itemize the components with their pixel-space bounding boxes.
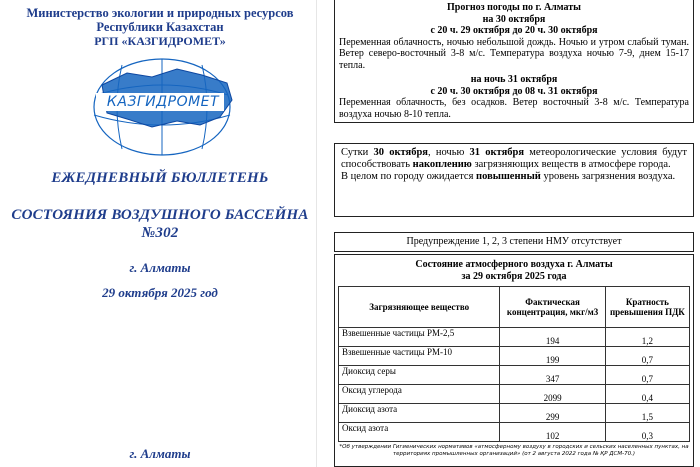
- pollutant-concentration: 299: [500, 404, 605, 423]
- forecast-box: [334, 0, 694, 123]
- air-state-title1: Состояние атмосферного воздуха г. Алматы: [415, 259, 613, 270]
- forecast-day-text: Переменная облачность, ночью небольшой дождь. Ночью и утром слабый туман. Ветер северо-восточный 3-8 м/с. Температура воздуха ночью 7-9, днем 15-17 тепла.: [339, 36, 689, 71]
- pollutant-concentration: 199: [500, 347, 605, 366]
- warning-box: Предупреждение 1, 2, 3 степени НМУ отсутствует: [334, 232, 694, 252]
- conditions-paragraph2: [341, 171, 687, 183]
- conditions-level: повышенный: [476, 171, 541, 182]
- forecast-day-label: на 30 октября: [482, 13, 546, 25]
- ministry-line2: Республики Казахстан: [96, 20, 224, 34]
- logo-text: КАЗГИДРОМЕТ: [106, 94, 220, 110]
- pollutant-ratio: 0,7: [605, 347, 689, 366]
- pollutant-ratio: 1,5: [605, 404, 689, 423]
- conditions-text: загрязняющих веществ в атмосфере города.: [471, 159, 671, 170]
- bulletin-date: 29 октября 2025 год: [102, 285, 218, 300]
- table-row: [339, 328, 690, 347]
- page-divider: [316, 0, 317, 467]
- pollutant-concentration: 102: [500, 423, 605, 442]
- table-row: [339, 347, 690, 366]
- table-row: [339, 385, 690, 404]
- footer-city: г. Алматы: [129, 446, 191, 461]
- pollutant-concentration: 194: [500, 328, 605, 347]
- org-name: РГП «КАЗГИДРОМЕТ»: [94, 34, 226, 48]
- table-row: [339, 423, 690, 442]
- pollutant-name: Взвешенные частицы РМ-10: [339, 347, 500, 366]
- conditions-text: , ночью: [428, 147, 470, 158]
- bulletin-title2: СОСТОЯНИЯ ВОЗДУШНОГО БАССЕЙНА: [11, 207, 309, 223]
- conditions-box: [334, 143, 694, 217]
- table-row: [339, 404, 690, 423]
- pollutant-name: Оксид углерода: [339, 385, 500, 404]
- pollutant-ratio: 1,2: [605, 328, 689, 347]
- pollutant-ratio: 0,7: [605, 366, 689, 385]
- conditions-paragraph1: [341, 147, 687, 171]
- conditions-day: 30 октября: [373, 147, 428, 158]
- pollutant-table: [338, 286, 690, 442]
- bulletin-title: ЕЖЕДНЕВНЫЙ БЮЛЛЕТЕНЬ: [51, 170, 269, 186]
- conditions-night: 31 октября: [469, 147, 525, 158]
- forecast-night-period: с 20 ч. 30 октября до 08 ч. 31 октября: [430, 85, 598, 97]
- pollutant-ratio: 0,3: [605, 423, 689, 442]
- air-state-box: [334, 254, 694, 467]
- forecast-night-text: Переменная облачность, без осадков. Ветер восточный 3-8 м/с. Температура воздуха ночью 8-10 тепла.: [339, 97, 689, 120]
- pollutant-concentration: 2099: [500, 385, 605, 404]
- table-row: [339, 366, 690, 385]
- pollutant-concentration: 347: [500, 366, 605, 385]
- forecast-heading: Прогноз погоды по г. Алматы: [446, 2, 581, 13]
- kazhydromet-logo: [82, 55, 242, 160]
- conditions-text: Сутки: [341, 147, 374, 158]
- column-header-concentration: Фактическая концентрация, мкг/м3: [500, 287, 605, 328]
- table-footnote: *Об утверждении Гигиенических нормативов «атмосферному воздуху в городских и сельских населенных пунктах, на территориях промышленных организаций» (от 2 августа 2022 года № ҚР ДСМ-70.): [339, 444, 689, 457]
- bulletin-cover: [0, 0, 320, 467]
- forecast-night-label: на ночь 31 октября: [470, 74, 558, 85]
- column-header-pollutant: Загрязняющее вещество: [339, 287, 500, 328]
- conditions-text: В целом по городу ожидается: [341, 171, 477, 182]
- pollutant-ratio: 0,4: [605, 385, 689, 404]
- pollutant-name: Оксид азота: [339, 423, 500, 442]
- ministry-line1: Министерство экологии и природных ресурсов: [26, 6, 294, 20]
- pollutant-name: Диоксид азота: [339, 404, 500, 423]
- conditions-text: метеорологические условия будут способствовать: [341, 147, 687, 170]
- bulletin-city: г. Алматы: [129, 260, 191, 275]
- table-header-row: [339, 287, 690, 328]
- conditions-accumulation: накоплению: [412, 159, 472, 170]
- air-state-title2: за 29 октября 2025 года: [461, 270, 567, 282]
- bulletin-number: №302: [141, 225, 179, 241]
- pollutant-name: Диоксид серы: [339, 366, 500, 385]
- column-header-ratio: Кратность превышения ПДК: [605, 287, 689, 328]
- forecast-day-period: с 20 ч. 29 октября до 20 ч. 30 октября: [430, 25, 598, 36]
- conditions-text: уровень загрязнения воздуха.: [540, 171, 676, 182]
- pollutant-name: Взвешенные частицы РМ-2,5: [339, 328, 500, 347]
